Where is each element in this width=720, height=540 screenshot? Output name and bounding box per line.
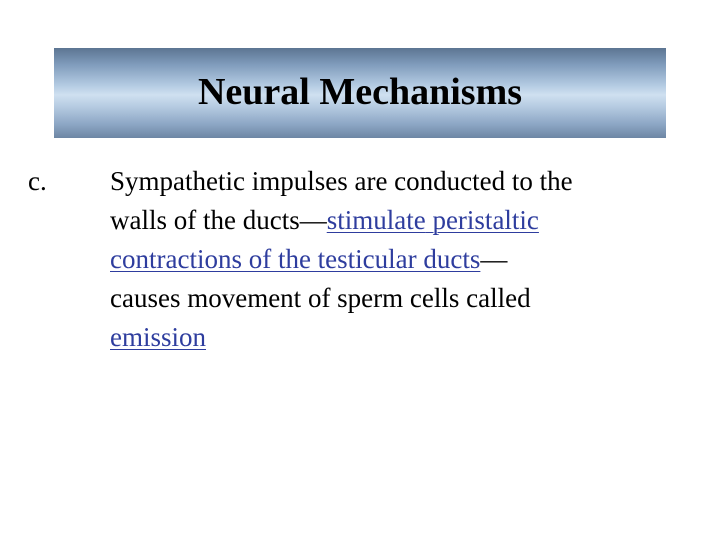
text-line-1: Sympathetic impulses are conducted to the (110, 166, 573, 196)
text-line-5 (110, 318, 670, 357)
link-peristaltic[interactable]: peristaltic (432, 205, 539, 235)
item-text (110, 162, 670, 357)
text-line-4: causes movement of sperm cells called (110, 283, 531, 313)
text-walls-of-ducts: walls of the ducts— (110, 205, 327, 235)
item-marker: c. (28, 166, 47, 196)
text-line-3 (110, 240, 670, 279)
link-stimulate[interactable]: stimulate (326, 205, 426, 235)
slide-title: Neural Mechanisms (197, 71, 523, 113)
text-dash: — (480, 244, 508, 274)
link-contractions[interactable]: contractions of the testicular ducts (110, 244, 481, 274)
link-emission[interactable]: emission (110, 322, 207, 352)
text-line-2 (110, 201, 670, 240)
title-bar (54, 48, 666, 138)
